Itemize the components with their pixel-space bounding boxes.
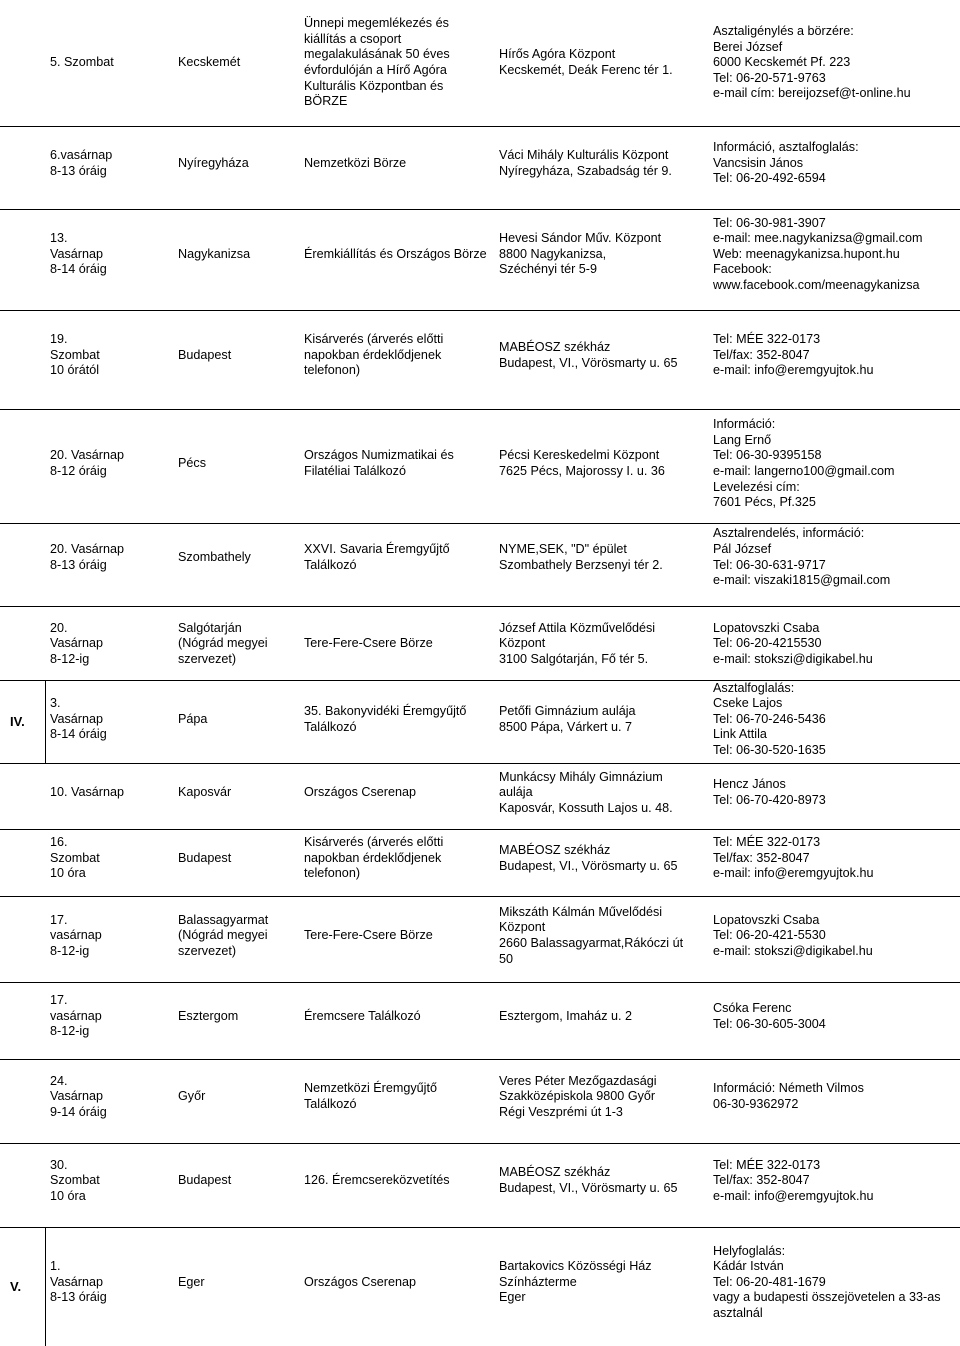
city-line: Szombathely [178,549,251,564]
venue-line: Munkácsy Mihály Gimnázium [499,769,663,784]
date-line: 8-12-ig [50,651,90,666]
contact-line: Hencz János [713,777,786,792]
event-line: XXVI. Savaria Éremgyűjtő [304,541,450,556]
date-line: 30. [50,1157,68,1172]
contact-line: e-mail: info@eremgyujtok.hu [713,1188,874,1203]
date-line: 8-13 óráig [50,163,107,178]
event-line: Országos Cserenap [304,785,416,800]
date-cell [50,986,175,1047]
venue-line: 3100 Salgótarján, Fő tér 5. [499,651,649,666]
date-line: 8-12-ig [50,943,90,958]
event-line: Találkozó [304,557,357,572]
city-line: Nagykanizsa [178,246,251,261]
venue-line: 8500 Pápa, Várkert u. 7 [499,719,633,734]
date-line: vasárnap [50,1008,102,1023]
row-divider [0,606,960,607]
contact-line: Tel: MÉE 322-0173 [713,1157,821,1172]
date-line: 20. [50,620,68,635]
event-line: 35. Bakonyvidéki Éremgyűjtő [304,703,467,718]
event-line: Tere-Fere-Csere Börze [304,636,433,651]
row-divider [0,1227,960,1228]
venue-line: Budapest, VI., Vörösmarty u. 65 [499,1181,678,1195]
city-cell [178,1063,300,1131]
venue-line: Színházterme [499,1274,577,1289]
date-line: Vasárnap [50,636,103,651]
contact-cell [713,130,958,197]
contact-line: Tel/fax: 352-8047 [713,1173,810,1188]
date-cell [50,213,175,296]
row-divider [0,829,960,830]
venue-cell [499,213,709,296]
contact-line: Tel: 06-20-571-9763 [713,70,826,85]
event-cell [304,130,499,197]
contact-line: Asztalrendelés, információ: [713,526,865,541]
venue-cell [499,1147,709,1215]
date-line: 10 órától [50,363,100,378]
date-line: Szombat [50,850,100,865]
venue-cell [499,684,709,755]
date-cell [50,130,175,197]
city-line: Budapest [178,850,232,865]
contact-line: Csóka Ferenc [713,1000,792,1015]
venue-cell [499,314,709,397]
venue-cell [499,833,709,884]
venue-line: Központ [499,920,546,935]
city-line: Pápa [178,711,208,726]
venue-line: Budapest, VI., Vörösmarty u. 65 [499,858,678,873]
date-line: Vasárnap [50,1089,103,1104]
contact-line: Tel/fax: 352-8047 [713,347,810,362]
event-line: Találkozó [304,719,357,734]
event-line: 126. Éremcsereközvetítés [304,1173,450,1188]
event-cell [304,684,499,755]
venue-line: MABÉOSZ székház [499,842,611,857]
month-divider [45,1227,46,1346]
event-cell [304,616,499,672]
contact-line: Tel: 06-30-520-1635 [713,742,826,757]
row-divider [0,1143,960,1144]
date-cell [50,1063,175,1131]
event-cell [304,527,499,588]
city-line: (Nógrád megyei [178,636,268,651]
contact-cell [713,1231,958,1334]
date-line: 10. Vasárnap [50,785,124,800]
contact-line: 06-30-9362972 [713,1097,799,1111]
row-divider [0,409,960,410]
contact-line: e-mail: viszaki1815@gmail.com [713,573,891,588]
contact-line: Asztalfoglalás: [713,680,795,695]
contact-line: Levelezési cím: [713,479,800,494]
date-cell [50,833,175,884]
venue-cell [499,527,709,588]
date-line: 3. [50,696,61,711]
contact-cell [713,900,958,972]
date-line: Szombat [50,347,100,362]
city-line: Eger [178,1274,205,1289]
city-line: Nyíregyháza [178,155,249,170]
venue-cell [499,130,709,197]
city-line: Pécs [178,456,206,471]
venue-line: Kecskemét, Deák Ferenc tér 1. [499,63,673,77]
city-cell [178,900,300,972]
city-cell [178,130,300,197]
venue-line: MABÉOSZ székház [499,339,611,354]
venue-line: NYME,SEK, "D" épület [499,541,627,556]
event-line: Találkozó [304,1097,357,1111]
date-line: 16. [50,835,68,850]
venue-line: Régi Veszprémi út 1-3 [499,1104,623,1119]
event-line: Éremkiállítás és Országos Börze [304,246,487,261]
contact-line: e-mail: stokszi@digikabel.hu [713,943,873,958]
row-divider [0,310,960,311]
city-cell [178,213,300,296]
date-line: 17. [50,912,68,927]
event-line: napokban érdeklődjenek [304,347,442,362]
venue-line: Hírős Agóra Központ [499,47,616,62]
city-cell [178,1231,300,1334]
city-line: Kaposvár [178,785,232,800]
contact-cell [713,986,958,1047]
contact-cell [713,767,958,819]
date-line: Szombat [50,1173,100,1188]
city-line: Budapest [178,1173,232,1188]
venue-cell [499,616,709,672]
venue-line: 2660 Balassagyarmat,Rákóczi út [499,936,684,950]
venue-line: aulája [499,785,533,800]
contact-line: Lopatovszki Csaba [713,620,820,635]
venue-line: Mikszáth Kálmán Művelődési [499,904,663,919]
row-divider [0,982,960,983]
month-label-v: V. [10,1279,22,1294]
city-cell [178,413,300,515]
contact-cell [713,314,958,397]
venue-cell [499,4,709,122]
event-line: megalakulásának 50 éves [304,47,450,62]
date-cell [50,413,175,515]
venue-line: József Attila Közművelődési [499,620,656,635]
event-line: Kulturális Központban és [304,78,444,93]
row-divider [0,1059,960,1060]
date-cell [50,314,175,397]
venue-line: Szombathely Berzsenyi tér 2. [499,557,663,572]
city-cell [178,1147,300,1215]
date-cell [50,767,175,819]
event-cell [304,4,499,122]
contact-line: Információ, asztalfoglalás: [713,140,859,155]
city-cell [178,986,300,1047]
date-line: 8-14 óráig [50,727,107,742]
event-line: Tere-Fere-Csere Börze [304,928,433,943]
date-line: 5. Szombat [50,55,114,70]
venue-line: Budapest, VI., Vörösmarty u. 65 [499,355,678,370]
contact-line: Pál József [713,541,772,556]
venue-line: Központ [499,636,546,651]
date-cell [50,900,175,972]
date-cell [50,527,175,588]
date-line: 13. [50,231,68,246]
contact-line: Tel: 06-30-605-3004 [713,1016,826,1031]
event-line: Kisárverés (árverés előtti [304,835,444,850]
contact-cell [713,616,958,672]
row-divider [0,523,960,524]
contact-line: Lopatovszki Csaba [713,912,820,927]
event-line: évfordulóján a Hírő Agóra [304,63,447,77]
venue-line: 8800 Nagykanizsa, [499,246,607,261]
venue-line: 7625 Pécs, Majorossy I. u. 36 [499,464,665,478]
event-line: Országos Numizmatikai és [304,448,454,463]
venue-line: MABÉOSZ székház [499,1165,611,1180]
date-line: 8-13 óráig [50,1290,107,1305]
date-line: 10 óra [50,1188,86,1203]
venue-line: Veres Péter Mezőgazdasági [499,1073,657,1088]
date-line: 20. Vasárnap [50,448,124,463]
city-line: Salgótarján [178,620,242,635]
date-line: 8-14 óráig [50,262,107,277]
contact-line: asztalnál [713,1305,763,1320]
contact-cell [713,527,958,588]
contact-line: Tel: 06-70-420-8973 [713,793,826,807]
contact-line: e-mail: mee.nagykanizsa@gmail.com [713,231,923,246]
city-cell [178,4,300,122]
contact-cell [713,1063,958,1131]
contact-line: Berei József [713,39,783,54]
contact-line: Tel: 06-20-481-1679 [713,1274,826,1289]
month-label-iv: IV. [10,714,25,729]
contact-line: Link Attila [713,727,767,742]
event-cell [304,413,499,515]
month-divider [45,680,46,763]
city-line: Kecskemét [178,55,241,70]
contact-line: Cseke Lajos [713,696,783,711]
date-line: 1. [50,1259,61,1274]
contact-line: e-mail: info@eremgyujtok.hu [713,866,874,881]
date-line: 8-12 óráig [50,464,107,478]
contact-line: Tel: 06-30-981-3907 [713,215,826,230]
event-line: Országos Cserenap [304,1274,416,1289]
event-cell [304,986,499,1047]
city-cell [178,833,300,884]
event-cell [304,213,499,296]
date-line: Vasárnap [50,711,103,726]
contact-line: e-mail: langerno100@gmail.com [713,464,895,478]
venue-line: Esztergom, Imaház u. 2 [499,1008,632,1023]
contact-cell [713,213,958,296]
venue-line: Szakközépiskola 9800 Győr [499,1089,656,1104]
row-divider [0,763,960,764]
city-line: szervezet) [178,943,237,958]
city-cell [178,616,300,672]
event-line: Nemzetközi Éremgyűjtő [304,1081,437,1096]
contact-cell [713,833,958,884]
date-cell [50,4,175,122]
date-line: vasárnap [50,928,102,943]
contact-cell [713,1147,958,1215]
contact-line: Információ: Németh Vilmos [713,1081,864,1096]
event-cell [304,1231,499,1334]
event-line: telefonon) [304,866,361,881]
venue-line: Váci Mihály Kulturális Központ [499,147,669,162]
city-cell [178,684,300,755]
venue-line: Széchényi tér 5-9 [499,262,598,277]
date-line: 8-13 óráig [50,557,107,572]
city-line: Győr [178,1089,206,1104]
contact-line: Vancsisin János [713,155,804,170]
event-line: Ünnepi megemlékezés és [304,16,449,31]
date-line: 6.vasárnap [50,147,113,162]
date-cell [50,684,175,755]
contact-line: 6000 Kecskemét Pf. 223 [713,55,851,70]
date-cell [50,616,175,672]
event-line: Éremcsere Találkozó [304,1008,421,1023]
city-line: Esztergom [178,1008,239,1023]
event-line: Kisárverés (árverés előtti [304,332,444,347]
date-line: 9-14 óráig [50,1104,107,1119]
event-line: kiállítás a csoport [304,31,402,46]
contact-cell [713,680,958,757]
contact-line: Kádár István [713,1259,784,1274]
venue-line: Pécsi Kereskedelmi Központ [499,448,660,463]
row-divider [0,896,960,897]
contact-line: Tel: 06-30-9395158 [713,448,822,463]
date-cell [50,1231,175,1334]
venue-cell [499,986,709,1047]
venue-line: Petőfi Gimnázium aulája [499,703,636,718]
event-cell [304,767,499,819]
date-line: 10 óra [50,866,86,881]
city-line: Balassagyarmat [178,912,269,927]
row-divider [0,126,960,127]
event-cell [304,314,499,397]
date-line: 8-12-ig [50,1024,90,1039]
contact-line: vagy a budapesti összejövetelen a 33-as [713,1290,941,1305]
contact-line: Facebook: [713,262,772,277]
row-divider [0,209,960,210]
city-cell [178,527,300,588]
contact-cell [713,413,958,515]
contact-line: e-mail cím: bereijozsef@t-online.hu [713,86,911,101]
contact-line: www.facebook.com/meenagykanizsa [713,277,920,292]
date-line: 17. [50,993,68,1008]
venue-line: Eger [499,1290,526,1305]
city-line: Budapest [178,347,232,362]
event-line: napokban érdeklődjenek [304,850,442,865]
venue-cell [499,767,709,819]
city-line: (Nógrád megyei [178,928,268,943]
event-cell [304,833,499,884]
venue-cell [499,1063,709,1131]
venue-line: Nyíregyháza, Szabadság tér 9. [499,163,672,178]
event-line: BÖRZE [304,94,348,109]
city-cell [178,767,300,819]
contact-line: Tel: 06-20-421-5530 [713,928,826,943]
venue-cell [499,1231,709,1334]
contact-line: Tel: 06-70-246-5436 [713,711,826,726]
date-line: 19. [50,332,68,347]
date-line: Vasárnap [50,1274,103,1289]
contact-line: Tel: MÉE 322-0173 [713,332,821,347]
contact-line: Tel: 06-20-4215530 [713,636,822,651]
contact-line: Tel: MÉE 322-0173 [713,835,821,850]
event-line: Filatéliai Találkozó [304,464,406,478]
contact-line: 7601 Pécs, Pf.325 [713,495,816,510]
city-cell [178,314,300,397]
contact-line: Lang Ernő [713,432,772,447]
contact-line: Információ: [713,417,776,432]
venue-line: Kaposvár, Kossuth Lajos u. 48. [499,800,673,815]
event-cell [304,1147,499,1215]
date-line: 20. Vasárnap [50,541,124,556]
venue-line: Hevesi Sándor Műv. Központ [499,231,662,246]
contact-line: Tel: 06-30-631-9717 [713,557,826,572]
contact-line: e-mail: info@eremgyujtok.hu [713,363,874,378]
venue-line: 50 [499,951,514,966]
contact-line: Tel: 06-20-492-6594 [713,171,826,186]
date-line: Vasárnap [50,246,103,261]
event-line: telefonon) [304,363,361,378]
event-line: Nemzetközi Börze [304,155,407,170]
venue-cell [499,413,709,515]
event-cell [304,1063,499,1131]
venue-line: Bartakovics Közösségi Ház [499,1259,652,1274]
contact-cell [713,4,958,122]
contact-line: e-mail: stokszi@digikabel.hu [713,651,873,666]
date-line: 24. [50,1073,68,1088]
contact-line: Tel/fax: 352-8047 [713,850,810,865]
event-cell [304,900,499,972]
contact-line: Web: meenagykanizsa.hupont.hu [713,246,900,261]
contact-line: Asztaligénylés a börzére: [713,24,854,39]
venue-cell [499,900,709,972]
date-cell [50,1147,175,1215]
contact-line: Helyfoglalás: [713,1243,786,1258]
city-line: szervezet) [178,651,237,666]
